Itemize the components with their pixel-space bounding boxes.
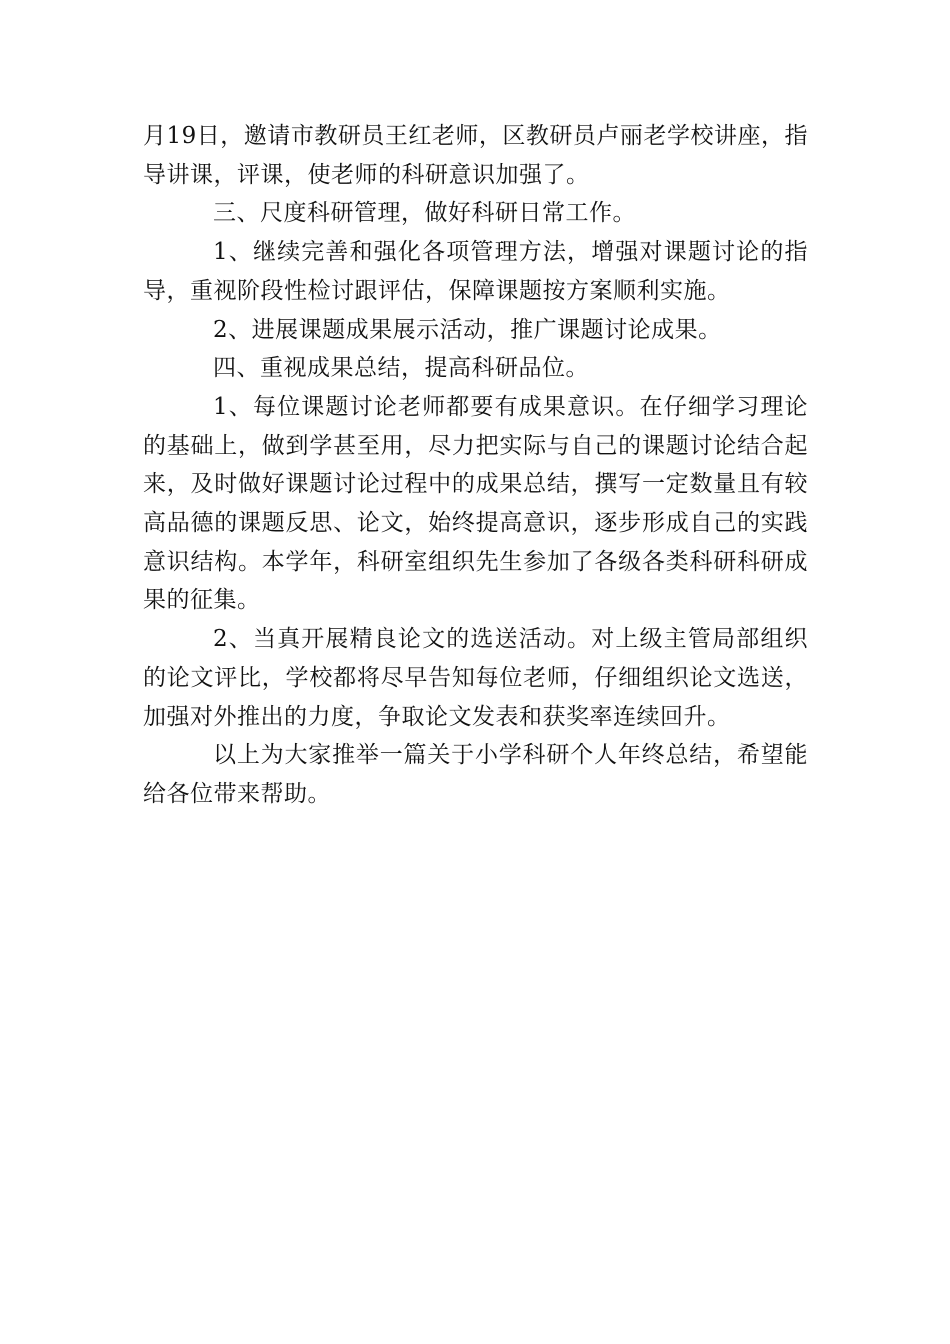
paragraph-3-2: 2、进展课题成果展示活动，推广课题讨论成果。 bbox=[213, 316, 722, 343]
closing-paragraph: 以上为大家推举一篇关于小学科研个人年终总结，希望能给各位带来帮助。 bbox=[143, 742, 808, 807]
paragraph-4-1: 1、每位课题讨论老师都要有成果意识。在仔细学习理论的基础上，做到学甚至用，尽力把实际与自己的课题讨论结合起来，及时做好课题讨论过程中的成果总结，撰写一定数量且有较高品德的课题反思、论文，始终提高意识，逐步形成自己的实践意识结构。本学年，科研室组织先生参加了各级各类科研科研成果的征集。 bbox=[143, 393, 808, 614]
paragraph-4-2: 2、当真开展精良论文的选送活动。对上级主管局部组织的论文评比，学校都将尽早告知每位老师，仔细组织论文选送，加强对外推出的力度，争取论文发表和获奖率连续回升。 bbox=[143, 626, 808, 730]
section-heading-4: 四、重视成果总结，提高科研品位。 bbox=[213, 355, 589, 382]
document-body bbox=[143, 117, 808, 814]
section-heading-3: 三、尺度科研管理，做好科研日常工作。 bbox=[213, 200, 636, 227]
paragraph-3-1: 1、继续完善和强化各项管理方法，增强对课题讨论的指导，重视阶段性检讨跟评估，保障课题按方案顺利实施。 bbox=[143, 239, 808, 304]
paragraph-1: 月19日，邀请市教研员王红老师，区教研员卢丽老学校讲座，指导讲课，评课，使老师的科研意识加强了。 bbox=[143, 123, 808, 188]
